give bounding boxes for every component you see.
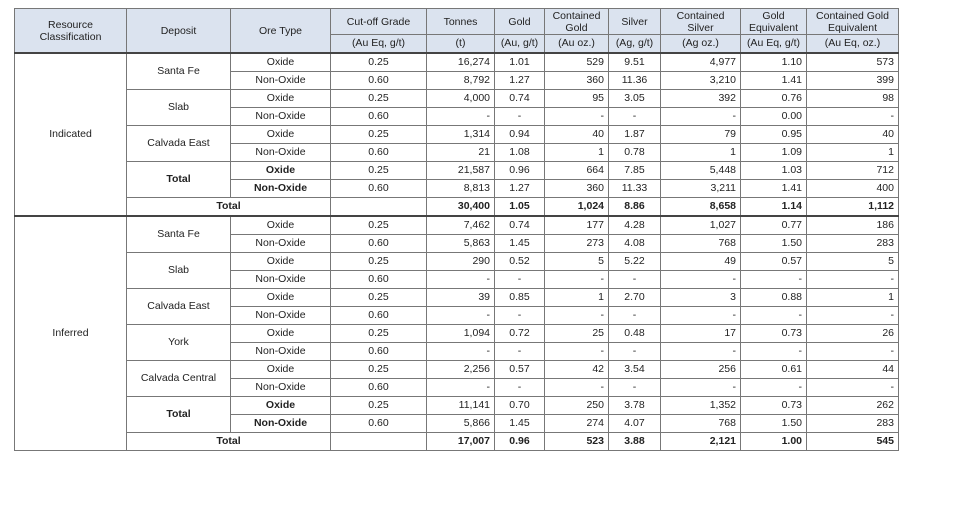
gold-equivalent-cell: 0.77 — [741, 216, 807, 235]
silver-cell: 1.87 — [609, 126, 661, 144]
cutoff-grade-cell: 0.60 — [331, 343, 427, 361]
contained-gold-cell: - — [545, 271, 609, 289]
table-row — [15, 126, 899, 144]
silver-cell: 3.54 — [609, 361, 661, 379]
ore-type-cell: Oxide — [231, 397, 331, 415]
tonnes-cell: 1,314 — [427, 126, 495, 144]
table-row — [15, 53, 899, 72]
contained-gold-cell: 42 — [545, 361, 609, 379]
deposit-cell: Santa Fe — [127, 216, 231, 253]
total-row — [15, 433, 899, 451]
header-gold-equivalent: Gold Equivalent — [741, 9, 807, 35]
contained-gold-equivalent-cell: - — [807, 271, 899, 289]
tonnes-cell: 290 — [427, 253, 495, 271]
silver-cell: 7.85 — [609, 162, 661, 180]
unit-silver: (Ag, g/t) — [609, 35, 661, 54]
header-row — [15, 9, 899, 35]
tonnes-cell: - — [427, 379, 495, 397]
tonnes-cell: 21,587 — [427, 162, 495, 180]
contained-silver-cell: 4,977 — [661, 53, 741, 72]
gold-equivalent-cell: 1.41 — [741, 180, 807, 198]
cutoff-grade-cell: 0.60 — [331, 415, 427, 433]
contained-gold-cell: 40 — [545, 126, 609, 144]
cutoff-grade-cell: 0.25 — [331, 361, 427, 379]
contained-gold-cell: 25 — [545, 325, 609, 343]
tonnes-cell: 7,462 — [427, 216, 495, 235]
table-row — [15, 253, 899, 271]
cutoff-grade-cell: 0.60 — [331, 72, 427, 90]
cutoff-grade-cell: 0.60 — [331, 108, 427, 126]
contained-gold-cell: 274 — [545, 415, 609, 433]
table-row — [15, 289, 899, 307]
silver-cell: 4.28 — [609, 216, 661, 235]
gold-equivalent-cell: 1.41 — [741, 72, 807, 90]
tonnes-cell: 16,274 — [427, 53, 495, 72]
table-row — [15, 325, 899, 343]
cutoff-grade-cell: 0.60 — [331, 144, 427, 162]
ore-type-cell: Oxide — [231, 325, 331, 343]
deposit-cell: Calvada East — [127, 289, 231, 325]
contained-gold-equivalent-cell: - — [807, 108, 899, 126]
silver-cell: 4.07 — [609, 415, 661, 433]
total-tonnes-cell: 17,007 — [427, 433, 495, 451]
deposit-cell: Slab — [127, 253, 231, 289]
gold-cell: 0.74 — [495, 216, 545, 235]
contained-gold-equivalent-cell: 400 — [807, 180, 899, 198]
total-gold-equivalent-cell: 1.14 — [741, 198, 807, 217]
gold-cell: 1.45 — [495, 235, 545, 253]
gold-cell: 1.01 — [495, 53, 545, 72]
total-tonnes-cell: 30,400 — [427, 198, 495, 217]
table-row — [15, 90, 899, 108]
contained-gold-equivalent-cell: 399 — [807, 72, 899, 90]
contained-silver-cell: - — [661, 307, 741, 325]
gold-cell: 1.27 — [495, 72, 545, 90]
contained-silver-cell: 256 — [661, 361, 741, 379]
deposit-cell: Total — [127, 397, 231, 433]
gold-equivalent-cell: 0.88 — [741, 289, 807, 307]
ore-type-cell: Non-Oxide — [231, 307, 331, 325]
gold-equivalent-cell: 0.00 — [741, 108, 807, 126]
silver-cell: 2.70 — [609, 289, 661, 307]
deposit-cell: Slab — [127, 90, 231, 126]
unit-contained-silver: (Ag oz.) — [661, 35, 741, 54]
ore-type-cell: Oxide — [231, 216, 331, 235]
contained-gold-equivalent-cell: - — [807, 343, 899, 361]
gold-equivalent-cell: 0.57 — [741, 253, 807, 271]
gold-equivalent-cell: - — [741, 379, 807, 397]
total-label: Total — [127, 433, 331, 451]
header-gold: Gold — [495, 9, 545, 35]
gold-cell: - — [495, 108, 545, 126]
contained-gold-equivalent-cell: 283 — [807, 235, 899, 253]
silver-cell: - — [609, 271, 661, 289]
contained-gold-equivalent-cell: 5 — [807, 253, 899, 271]
contained-silver-cell: 79 — [661, 126, 741, 144]
deposit-cell: Santa Fe — [127, 53, 231, 90]
unit-gold: (Au, g/t) — [495, 35, 545, 54]
ore-type-cell: Non-Oxide — [231, 72, 331, 90]
silver-cell: 3.78 — [609, 397, 661, 415]
deposit-cell: York — [127, 325, 231, 361]
cutoff-grade-cell: 0.60 — [331, 180, 427, 198]
gold-cell: - — [495, 307, 545, 325]
cutoff-grade-cell: 0.25 — [331, 397, 427, 415]
contained-silver-cell: - — [661, 271, 741, 289]
gold-cell: - — [495, 271, 545, 289]
tonnes-cell: 8,813 — [427, 180, 495, 198]
total-cutoff-grade-cell — [331, 433, 427, 451]
silver-cell: 0.48 — [609, 325, 661, 343]
cutoff-grade-cell: 0.25 — [331, 253, 427, 271]
gold-cell: 1.45 — [495, 415, 545, 433]
tonnes-cell: 2,256 — [427, 361, 495, 379]
total-gold-cell: 0.96 — [495, 433, 545, 451]
header-contained-silver: Contained Silver — [661, 9, 741, 35]
contained-gold-cell: 5 — [545, 253, 609, 271]
contained-gold-cell: 529 — [545, 53, 609, 72]
gold-cell: 0.74 — [495, 90, 545, 108]
contained-gold-equivalent-cell: - — [807, 379, 899, 397]
contained-silver-cell: 768 — [661, 415, 741, 433]
gold-cell: 0.96 — [495, 162, 545, 180]
cutoff-grade-cell: 0.60 — [331, 235, 427, 253]
gold-equivalent-cell: 1.09 — [741, 144, 807, 162]
contained-gold-equivalent-cell: 26 — [807, 325, 899, 343]
contained-gold-cell: - — [545, 307, 609, 325]
contained-gold-equivalent-cell: 283 — [807, 415, 899, 433]
gold-equivalent-cell: - — [741, 307, 807, 325]
header-cutoff-grade: Cut-off Grade — [331, 9, 427, 35]
ore-type-cell: Non-Oxide — [231, 343, 331, 361]
gold-cell: 1.08 — [495, 144, 545, 162]
contained-gold-equivalent-cell: - — [807, 307, 899, 325]
silver-cell: 0.78 — [609, 144, 661, 162]
contained-gold-equivalent-cell: 1 — [807, 144, 899, 162]
contained-silver-cell: - — [661, 379, 741, 397]
gold-cell: 0.94 — [495, 126, 545, 144]
unit-tonnes: (t) — [427, 35, 495, 54]
contained-silver-cell: 3,211 — [661, 180, 741, 198]
mineral-resource-table — [14, 8, 899, 451]
gold-equivalent-cell: 1.03 — [741, 162, 807, 180]
gold-equivalent-cell: 1.10 — [741, 53, 807, 72]
silver-cell: - — [609, 307, 661, 325]
gold-equivalent-cell: 1.50 — [741, 415, 807, 433]
table-container — [14, 8, 899, 451]
contained-gold-equivalent-cell: 40 — [807, 126, 899, 144]
unit-cutoff-grade: (Au Eq, g/t) — [331, 35, 427, 54]
silver-cell: - — [609, 343, 661, 361]
contained-silver-cell: 49 — [661, 253, 741, 271]
total-gold-cell: 1.05 — [495, 198, 545, 217]
contained-silver-cell: 17 — [661, 325, 741, 343]
deposit-cell: Calvada Central — [127, 361, 231, 397]
header-ore-type: Ore Type — [231, 9, 331, 54]
ore-type-cell: Non-Oxide — [231, 144, 331, 162]
cutoff-grade-cell: 0.25 — [331, 126, 427, 144]
ore-type-cell: Oxide — [231, 289, 331, 307]
gold-equivalent-cell: 0.95 — [741, 126, 807, 144]
gold-equivalent-cell: 1.50 — [741, 235, 807, 253]
total-silver-cell: 8.86 — [609, 198, 661, 217]
silver-cell: 11.36 — [609, 72, 661, 90]
contained-gold-cell: 273 — [545, 235, 609, 253]
total-contained-gold-equivalent-cell: 545 — [807, 433, 899, 451]
gold-cell: 0.85 — [495, 289, 545, 307]
contained-silver-cell: 768 — [661, 235, 741, 253]
contained-silver-cell: 392 — [661, 90, 741, 108]
tonnes-cell: 21 — [427, 144, 495, 162]
cutoff-grade-cell: 0.25 — [331, 53, 427, 72]
contained-gold-equivalent-cell: 262 — [807, 397, 899, 415]
total-cutoff-grade-cell — [331, 198, 427, 217]
contained-gold-cell: 360 — [545, 180, 609, 198]
ore-type-cell: Oxide — [231, 53, 331, 72]
silver-cell: 5.22 — [609, 253, 661, 271]
gold-equivalent-cell: 0.73 — [741, 325, 807, 343]
cutoff-grade-cell: 0.25 — [331, 289, 427, 307]
silver-cell: 11.33 — [609, 180, 661, 198]
header-silver: Silver — [609, 9, 661, 35]
header-contained-gold: Contained Gold — [545, 9, 609, 35]
ore-type-cell: Oxide — [231, 162, 331, 180]
total-row — [15, 198, 899, 217]
contained-silver-cell: 1,352 — [661, 397, 741, 415]
table-row — [15, 216, 899, 235]
unit-gold-equivalent: (Au Eq, g/t) — [741, 35, 807, 54]
contained-gold-cell: 250 — [545, 397, 609, 415]
cutoff-grade-cell: 0.25 — [331, 325, 427, 343]
classification-cell: Indicated — [15, 53, 127, 216]
contained-gold-equivalent-cell: 44 — [807, 361, 899, 379]
ore-type-cell: Non-Oxide — [231, 271, 331, 289]
deposit-cell: Total — [127, 162, 231, 198]
table-row — [15, 162, 899, 180]
contained-silver-cell: - — [661, 108, 741, 126]
ore-type-cell: Non-Oxide — [231, 235, 331, 253]
contained-gold-cell: 664 — [545, 162, 609, 180]
total-contained-gold-cell: 1,024 — [545, 198, 609, 217]
gold-equivalent-cell: 0.61 — [741, 361, 807, 379]
tonnes-cell: - — [427, 343, 495, 361]
silver-cell: - — [609, 108, 661, 126]
header-tonnes: Tonnes — [427, 9, 495, 35]
contained-gold-cell: - — [545, 343, 609, 361]
tonnes-cell: 39 — [427, 289, 495, 307]
contained-gold-equivalent-cell: 573 — [807, 53, 899, 72]
gold-cell: 0.72 — [495, 325, 545, 343]
gold-equivalent-cell: - — [741, 271, 807, 289]
gold-cell: - — [495, 379, 545, 397]
total-contained-gold-cell: 523 — [545, 433, 609, 451]
gold-cell: - — [495, 343, 545, 361]
tonnes-cell: - — [427, 108, 495, 126]
silver-cell: 4.08 — [609, 235, 661, 253]
ore-type-cell: Non-Oxide — [231, 108, 331, 126]
gold-cell: 0.70 — [495, 397, 545, 415]
contained-gold-cell: 1 — [545, 289, 609, 307]
ore-type-cell: Oxide — [231, 126, 331, 144]
total-contained-gold-equivalent-cell: 1,112 — [807, 198, 899, 217]
ore-type-cell: Non-Oxide — [231, 180, 331, 198]
total-contained-silver-cell: 8,658 — [661, 198, 741, 217]
contained-gold-equivalent-cell: 98 — [807, 90, 899, 108]
contained-gold-cell: 360 — [545, 72, 609, 90]
table-row — [15, 361, 899, 379]
ore-type-cell: Oxide — [231, 253, 331, 271]
contained-silver-cell: 3,210 — [661, 72, 741, 90]
tonnes-cell: 5,866 — [427, 415, 495, 433]
gold-equivalent-cell: - — [741, 343, 807, 361]
contained-gold-cell: 95 — [545, 90, 609, 108]
cutoff-grade-cell: 0.60 — [331, 307, 427, 325]
contained-gold-cell: - — [545, 108, 609, 126]
header-contained-gold-equivalent: Contained Gold Equivalent — [807, 9, 899, 35]
gold-equivalent-cell: 0.76 — [741, 90, 807, 108]
gold-equivalent-cell: 0.73 — [741, 397, 807, 415]
gold-cell: 0.57 — [495, 361, 545, 379]
silver-cell: - — [609, 379, 661, 397]
deposit-cell: Calvada East — [127, 126, 231, 162]
contained-gold-equivalent-cell: 186 — [807, 216, 899, 235]
header-resource-classification: Resource Classification — [15, 9, 127, 54]
contained-silver-cell: 5,448 — [661, 162, 741, 180]
contained-silver-cell: 3 — [661, 289, 741, 307]
header-deposit: Deposit — [127, 9, 231, 54]
table-row — [15, 397, 899, 415]
contained-silver-cell: - — [661, 343, 741, 361]
contained-gold-cell: 1 — [545, 144, 609, 162]
unit-contained-gold-equivalent: (Au Eq, oz.) — [807, 35, 899, 54]
contained-gold-equivalent-cell: 712 — [807, 162, 899, 180]
cutoff-grade-cell: 0.25 — [331, 162, 427, 180]
total-silver-cell: 3.88 — [609, 433, 661, 451]
contained-silver-cell: 1 — [661, 144, 741, 162]
ore-type-cell: Oxide — [231, 361, 331, 379]
contained-gold-cell: - — [545, 379, 609, 397]
ore-type-cell: Non-Oxide — [231, 379, 331, 397]
total-gold-equivalent-cell: 1.00 — [741, 433, 807, 451]
tonnes-cell: 4,000 — [427, 90, 495, 108]
tonnes-cell: 1,094 — [427, 325, 495, 343]
gold-cell: 1.27 — [495, 180, 545, 198]
tonnes-cell: - — [427, 307, 495, 325]
unit-contained-gold: (Au oz.) — [545, 35, 609, 54]
gold-cell: 0.52 — [495, 253, 545, 271]
classification-cell: Inferred — [15, 216, 127, 451]
tonnes-cell: 11,141 — [427, 397, 495, 415]
cutoff-grade-cell: 0.60 — [331, 379, 427, 397]
ore-type-cell: Oxide — [231, 90, 331, 108]
total-label: Total — [127, 198, 331, 217]
tonnes-cell: 8,792 — [427, 72, 495, 90]
silver-cell: 3.05 — [609, 90, 661, 108]
silver-cell: 9.51 — [609, 53, 661, 72]
cutoff-grade-cell: 0.25 — [331, 90, 427, 108]
contained-gold-equivalent-cell: 1 — [807, 289, 899, 307]
tonnes-cell: - — [427, 271, 495, 289]
contained-silver-cell: 1,027 — [661, 216, 741, 235]
total-contained-silver-cell: 2,121 — [661, 433, 741, 451]
contained-gold-cell: 177 — [545, 216, 609, 235]
cutoff-grade-cell: 0.25 — [331, 216, 427, 235]
tonnes-cell: 5,863 — [427, 235, 495, 253]
cutoff-grade-cell: 0.60 — [331, 271, 427, 289]
ore-type-cell: Non-Oxide — [231, 415, 331, 433]
